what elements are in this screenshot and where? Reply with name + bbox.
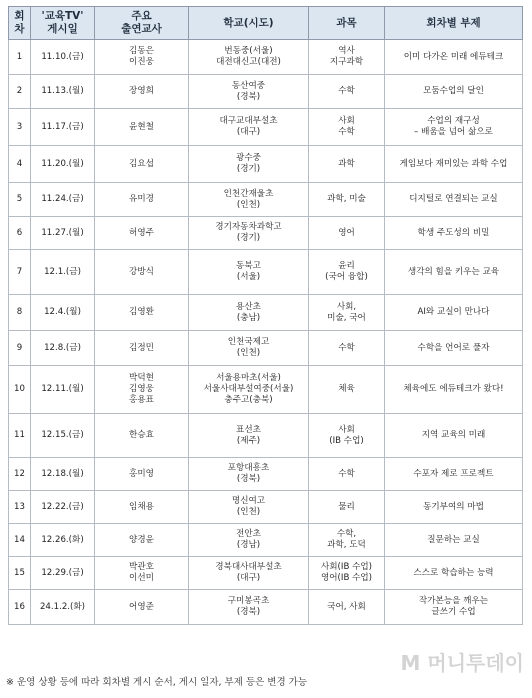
header-no <box>9 7 31 40</box>
watermark-logo: M 머니투데이 <box>400 651 524 675</box>
table-row <box>9 491 523 524</box>
cell-line: (대구) <box>236 127 261 137</box>
cell-teacher <box>95 109 189 146</box>
table-row <box>9 557 523 590</box>
cell-teacher <box>95 295 189 331</box>
cell-line: 서울사대부설여중(서울) <box>203 384 294 394</box>
cell-line: 동산여중 <box>231 80 266 91</box>
table-row <box>9 146 523 183</box>
cell-line: 수포자 제로 프로젝트 <box>413 468 494 479</box>
cell-subtitle <box>385 40 523 75</box>
header-subtitle <box>385 7 523 40</box>
cell-line: 장영희 <box>129 86 154 96</box>
cell-date: 11.27.(월) <box>31 217 95 250</box>
table-row <box>9 524 523 557</box>
cell-line: 게시일 <box>47 23 78 35</box>
cell-subject <box>309 491 385 524</box>
table-row <box>9 183 523 217</box>
cell-no: 14 <box>9 524 31 557</box>
table-row <box>9 331 523 366</box>
cell-line: 대전대신고(대전) <box>216 57 281 67</box>
cell-line: 학교(시도) <box>223 16 274 29</box>
cell-line: 수학 <box>338 468 355 479</box>
cell-date: 12.8.(금) <box>31 331 95 366</box>
cell-line: 임채용 <box>129 501 154 512</box>
cell-line: (인천) <box>236 348 261 358</box>
cell-school <box>189 590 309 625</box>
cell-subtitle <box>385 524 523 557</box>
cell-line: 구미봉곡초 <box>227 596 270 606</box>
cell-school <box>189 366 309 414</box>
cell-subtitle <box>385 295 523 331</box>
cell-teacher <box>95 183 189 217</box>
cell-line: 체육에도 에듀테크가 왔다! <box>403 384 504 394</box>
cell-line: (IB 수업) <box>329 435 364 446</box>
table-row <box>9 75 523 109</box>
cell-line: 과학 <box>338 158 355 169</box>
cell-subtitle <box>385 414 523 458</box>
cell-line: (충남) <box>236 312 261 323</box>
cell-no: 9 <box>9 331 31 366</box>
cell-line: '교육TV' <box>41 10 84 22</box>
cell-subject <box>309 590 385 625</box>
cell-line: 사회, <box>336 301 357 312</box>
cell-line: 용산초 <box>236 301 261 312</box>
cell-line: 글쓰기 수업 <box>431 607 476 617</box>
header-school <box>189 7 309 40</box>
cell-date: 11.13.(월) <box>31 75 95 109</box>
cell-no: 15 <box>9 557 31 590</box>
cell-line: 과학, 미술 <box>327 194 366 204</box>
cell-no: 3 <box>9 109 31 146</box>
table-row <box>9 590 523 625</box>
table-row <box>9 217 523 250</box>
cell-line: 김영웅 <box>129 384 154 394</box>
cell-line: 체육 <box>338 384 355 394</box>
cell-line: 이선미 <box>129 573 154 583</box>
cell-line: 과목 <box>336 16 357 29</box>
cell-line: 동기부여의 마법 <box>423 501 484 512</box>
cell-teacher <box>95 146 189 183</box>
header-teacher <box>95 7 189 40</box>
cell-line: 박덕현 <box>129 373 154 383</box>
cell-line: 서울용마초(서울) <box>216 373 281 383</box>
cell-line: 유미경 <box>129 194 154 204</box>
cell-date: 11.20.(월) <box>31 146 95 183</box>
cell-line: (경북) <box>236 474 261 484</box>
cell-line: 차 <box>14 23 25 35</box>
cell-subject <box>309 109 385 146</box>
cell-subject <box>309 366 385 414</box>
cell-line: (경기) <box>236 164 261 174</box>
cell-subject <box>309 217 385 250</box>
cell-line: 김정민 <box>129 342 154 353</box>
header-row <box>9 7 523 40</box>
cell-school <box>189 557 309 590</box>
cell-line: 영어 <box>338 227 355 238</box>
cell-line: 사회 <box>338 116 355 126</box>
cell-teacher <box>95 250 189 295</box>
cell-subject <box>309 295 385 331</box>
cell-line: (경남) <box>236 540 261 550</box>
cell-teacher <box>95 414 189 458</box>
cell-line: 양경윤 <box>129 534 154 545</box>
cell-line: 번동중(서울) <box>224 46 273 56</box>
cell-line: 한승효 <box>129 430 154 440</box>
cell-school <box>189 109 309 146</box>
cell-line: 생각의 힘을 키우는 교육 <box>407 266 500 277</box>
header-date <box>31 7 95 40</box>
cell-subject <box>309 557 385 590</box>
cell-line: 경기자동차과학고 <box>215 222 282 232</box>
cell-line: 수학을 언어로 풀자 <box>417 342 490 353</box>
table-row <box>9 458 523 491</box>
cell-line: 질문하는 교실 <box>427 534 480 545</box>
cell-no: 4 <box>9 146 31 183</box>
cell-no: 2 <box>9 75 31 109</box>
cell-subtitle <box>385 183 523 217</box>
cell-line: 대구교대부설초 <box>219 116 278 126</box>
cell-line: 허영주 <box>129 227 154 238</box>
cell-no: 1 <box>9 40 31 75</box>
cell-subtitle <box>385 250 523 295</box>
cell-line: 주요 <box>131 10 152 22</box>
cell-teacher <box>95 217 189 250</box>
cell-school <box>189 414 309 458</box>
cell-school <box>189 75 309 109</box>
cell-line: 표선초 <box>236 424 261 435</box>
cell-line: 전안초 <box>236 529 261 539</box>
table-row <box>9 109 523 146</box>
cell-line: 사회 <box>338 424 355 435</box>
cell-line: (국어 융합) <box>325 272 368 282</box>
cell-subtitle <box>385 109 523 146</box>
cell-subject <box>309 331 385 366</box>
cell-school <box>189 295 309 331</box>
cell-subject <box>309 183 385 217</box>
table-row <box>9 250 523 295</box>
cell-teacher <box>95 458 189 491</box>
cell-subtitle <box>385 458 523 491</box>
cell-subtitle <box>385 557 523 590</box>
cell-no: 8 <box>9 295 31 331</box>
cell-line: 어영준 <box>129 601 154 612</box>
cell-school <box>189 524 309 557</box>
cell-line: 영어(IB 수업) <box>320 573 373 583</box>
cell-date: 12.1.(금) <box>31 250 95 295</box>
cell-date: 11.17.(금) <box>31 109 95 146</box>
cell-line: 수학, <box>336 529 357 539</box>
cell-line: 인천간재울초 <box>223 188 274 199</box>
cell-line: (경북) <box>236 91 261 102</box>
cell-subtitle <box>385 217 523 250</box>
cell-line: 국어, 사회 <box>327 601 366 612</box>
cell-no: 16 <box>9 590 31 625</box>
cell-line: 모둠수업의 달인 <box>423 86 484 96</box>
cell-line: 게임보다 재미있는 과학 수업 <box>399 158 508 169</box>
cell-line: 회 <box>14 10 25 22</box>
table-row <box>9 414 523 458</box>
cell-no: 6 <box>9 217 31 250</box>
cell-line: 윤리 <box>338 261 355 271</box>
cell-date: 12.26.(화) <box>31 524 95 557</box>
cell-subject <box>309 414 385 458</box>
table-row <box>9 40 523 75</box>
cell-line: 미술, 국어 <box>327 312 366 323</box>
cell-date: 11.24.(금) <box>31 183 95 217</box>
cell-date: 12.11.(월) <box>31 366 95 414</box>
cell-line: 수학 <box>338 127 355 137</box>
cell-no: 10 <box>9 366 31 414</box>
cell-line: 수학 <box>338 86 355 96</box>
cell-date: 11.10.(금) <box>31 40 95 75</box>
cell-school <box>189 458 309 491</box>
cell-subject <box>309 524 385 557</box>
cell-teacher <box>95 491 189 524</box>
cell-line: 회차별 부제 <box>426 16 481 29</box>
schedule-page <box>8 6 522 625</box>
cell-date: 12.29.(금) <box>31 557 95 590</box>
cell-subject <box>309 250 385 295</box>
cell-subtitle <box>385 590 523 625</box>
cell-school <box>189 40 309 75</box>
cell-line: (제주) <box>236 435 261 446</box>
cell-line: 사회(IB 수업) <box>320 562 373 572</box>
cell-line: – 배움을 넘어 삶으로 <box>414 127 493 137</box>
cell-subject <box>309 146 385 183</box>
cell-line: 디지털로 연결되는 교실 <box>409 194 498 204</box>
table-row <box>9 366 523 414</box>
cell-subtitle <box>385 146 523 183</box>
cell-line: 수업의 재구성 <box>427 116 480 126</box>
cell-line: (서울) <box>236 272 261 282</box>
cell-line: 과학, 도덕 <box>327 540 366 550</box>
cell-line: 경북대사대부설초 <box>215 562 282 572</box>
cell-line: 충주고(충북) <box>224 395 273 405</box>
cell-subtitle <box>385 75 523 109</box>
cell-line: 작가본능을 깨우는 <box>418 596 489 606</box>
cell-school <box>189 331 309 366</box>
cell-date: 12.22.(금) <box>31 491 95 524</box>
cell-line: (인천) <box>236 199 261 210</box>
table-row <box>9 295 523 331</box>
cell-line: 홍용표 <box>129 395 154 405</box>
cell-line: 명신여고 <box>231 496 266 506</box>
cell-subtitle <box>385 491 523 524</box>
cell-line: 역사 <box>338 46 355 56</box>
cell-subtitle <box>385 366 523 414</box>
cell-line: 포항대흥초 <box>227 463 270 473</box>
cell-line: (대구) <box>236 573 261 583</box>
cell-school <box>189 146 309 183</box>
cell-no: 7 <box>9 250 31 295</box>
header-subject <box>309 7 385 40</box>
cell-teacher <box>95 40 189 75</box>
cell-teacher <box>95 524 189 557</box>
cell-line: 학생 주도성의 비밀 <box>417 227 490 238</box>
cell-line: 김요섭 <box>129 158 154 169</box>
cell-no: 13 <box>9 491 31 524</box>
cell-no: 5 <box>9 183 31 217</box>
cell-line: 이미 다가온 미래 에듀테크 <box>403 51 504 62</box>
cell-line: (인천) <box>236 507 261 517</box>
cell-line: 광수중 <box>236 153 261 163</box>
cell-teacher <box>95 75 189 109</box>
cell-line: 출연교사 <box>121 23 162 35</box>
cell-teacher <box>95 331 189 366</box>
cell-line: 물리 <box>338 501 355 512</box>
cell-line: 윤현철 <box>129 121 154 132</box>
cell-line: 인천국제고 <box>227 337 270 347</box>
schedule-table <box>8 6 523 625</box>
cell-line: 홍미영 <box>129 468 154 479</box>
cell-no: 12 <box>9 458 31 491</box>
cell-line: 김동은 <box>129 46 154 56</box>
cell-date: 12.18.(월) <box>31 458 95 491</box>
footnote: ※ 운영 상황 등에 따라 회차별 게시 순서, 게시 일자, 부제 등은 변경 가능 <box>6 677 308 688</box>
cell-line: 지역 교육의 미래 <box>421 430 486 440</box>
cell-line: 동북고 <box>236 261 261 271</box>
table-body <box>9 40 523 625</box>
cell-school <box>189 491 309 524</box>
cell-line: 스스로 학습하는 능력 <box>413 567 494 578</box>
cell-no: 11 <box>9 414 31 458</box>
cell-date: 12.15.(금) <box>31 414 95 458</box>
cell-teacher <box>95 590 189 625</box>
cell-line: 수학 <box>338 342 355 353</box>
cell-line: (경북) <box>236 607 261 617</box>
cell-line: AI와 교실이 만나다 <box>417 307 490 317</box>
cell-subject <box>309 75 385 109</box>
cell-school <box>189 183 309 217</box>
cell-line: 강방식 <box>129 266 154 277</box>
cell-school <box>189 217 309 250</box>
cell-subject <box>309 458 385 491</box>
cell-date: 12.4.(월) <box>31 295 95 331</box>
cell-date: 24.1.2.(화) <box>31 590 95 625</box>
cell-teacher <box>95 557 189 590</box>
cell-line: 김영환 <box>129 307 154 317</box>
cell-subtitle <box>385 331 523 366</box>
cell-line: 지구과학 <box>329 57 364 67</box>
cell-line: 이진웅 <box>129 57 154 67</box>
cell-line: (경기) <box>236 233 261 243</box>
cell-school <box>189 250 309 295</box>
cell-subject <box>309 40 385 75</box>
cell-line: 박관호 <box>129 562 154 572</box>
cell-teacher <box>95 366 189 414</box>
